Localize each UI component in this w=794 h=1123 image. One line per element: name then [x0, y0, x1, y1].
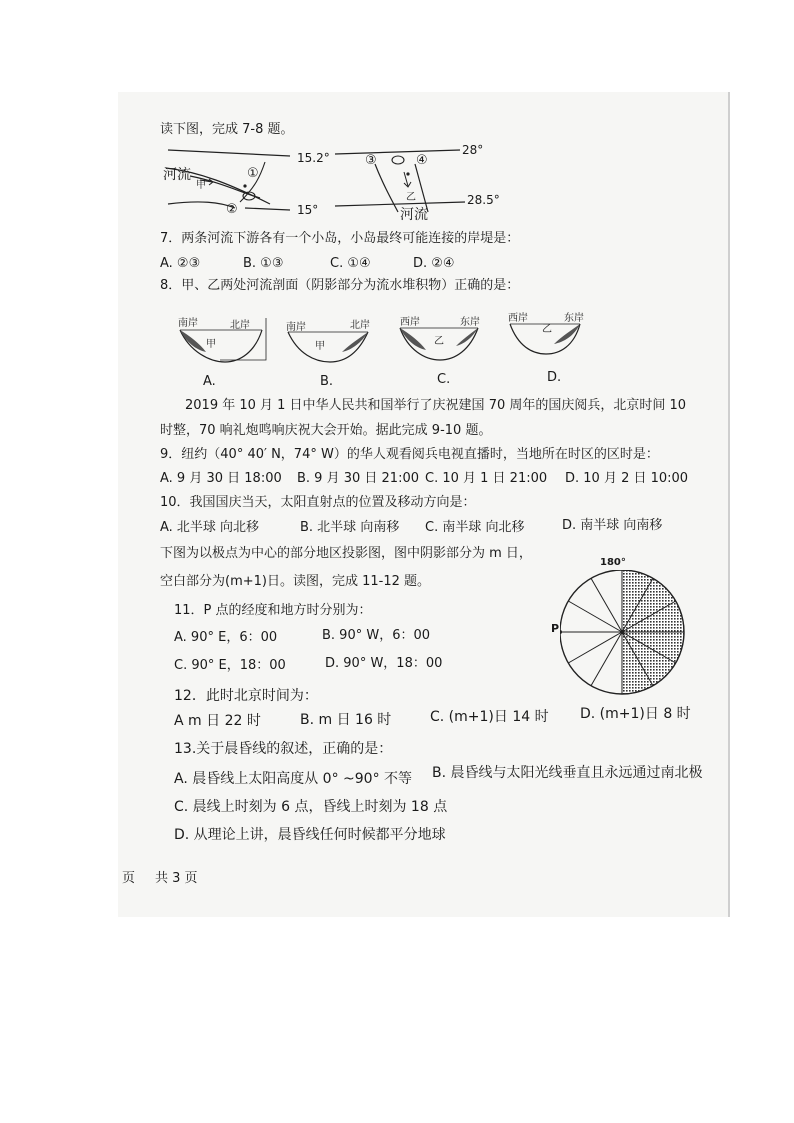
footer-page: 页 — [122, 871, 136, 886]
right-lat-top: 28° — [462, 143, 484, 157]
polar-p-label: P — [551, 622, 560, 635]
q12-option-a: A m 日 22 时 — [174, 713, 261, 729]
intro-11-12-line2: 空白部分为(m+1)日。读图，完成 11-12 题。 — [160, 574, 431, 589]
q12-option-c: C. (m+1)日 14 时 — [430, 709, 549, 725]
intro-7-8: 读下图，完成 7-8 题。 — [160, 122, 294, 137]
q9-option-a: A. 9 月 30 日 18:00 — [160, 471, 282, 486]
q8-option-d: D. — [547, 370, 562, 385]
profile-c-mark: 乙 — [434, 336, 444, 347]
left-lat-top: 15.2° — [297, 151, 330, 165]
q12-option-d: D. (m+1)日 8 时 — [580, 706, 691, 722]
footer-total: 共 3 页 — [155, 871, 198, 886]
q8-option-a: A. — [203, 374, 216, 389]
intro-9-10-line1: 2019 年 10 月 1 日中华人民共和国举行了庆祝建国 70 周年的国庆阅兵，北京时间 10 — [185, 398, 687, 413]
river-figure — [160, 142, 510, 224]
q10-option-a: A. 北半球 向北移 — [160, 520, 260, 535]
q13-option-c: C. 晨线上时刻为 6 点，昏线上时刻为 18 点 — [174, 799, 448, 815]
q8-option-b: B. — [320, 374, 334, 389]
q12-option-b: B. m 日 16 时 — [300, 712, 392, 728]
q7-option-b: B. ①③ — [243, 256, 284, 271]
q10-option-b: B. 北半球 向南移 — [300, 520, 400, 535]
q11-option-c: C. 90° E，18：00 — [174, 658, 286, 673]
polar-top-label: 180° — [600, 557, 626, 568]
profile-d-mark: 乙 — [542, 324, 552, 335]
q13-option-b: B. 晨昏线与太阳光线垂直且永远通过南北极 — [432, 765, 703, 781]
q10-stem: 10．我国国庆当天，太阳直射点的位置及移动方向是： — [160, 495, 476, 510]
intro-11-12-line1: 下图为以极点为中心的部分地区投影图，图中阴影部分为 m 日， — [160, 546, 532, 561]
profile-b-right: 北岸 — [350, 320, 370, 331]
right-river-label: 河流 — [400, 207, 428, 223]
profile-a-left: 南岸 — [178, 318, 198, 329]
q10-option-c: C. 南半球 向北移 — [425, 520, 525, 535]
q11-option-d: D. 90° W，18：00 — [325, 656, 443, 671]
q11-option-a: A. 90° E，6：00 — [174, 630, 278, 645]
profile-c-left: 西岸 — [400, 317, 420, 328]
polar-diagram — [560, 558, 690, 698]
q9-option-c: C. 10 月 1 日 21:00 — [425, 471, 548, 486]
left-bank-2: ② — [226, 202, 238, 217]
left-lat-bottom: 15° — [297, 203, 319, 217]
q9-option-b: B. 9 月 30 日 21:00 — [297, 471, 419, 486]
q9-option-d: D. 10 月 2 日 10:00 — [565, 471, 689, 486]
right-bank-3: ③ — [365, 153, 377, 168]
right-bank-4: ④ — [416, 153, 428, 168]
right-lat-bottom: 28.5° — [467, 193, 500, 207]
profile-b-mark: 甲 — [315, 341, 325, 352]
q12-stem: 12．此时北京时间为： — [174, 688, 318, 704]
right-point-label: 乙 — [406, 192, 416, 203]
left-bank-1: ① — [247, 166, 259, 181]
profile-a-right: 北岸 — [230, 320, 250, 331]
profile-b-left: 南岸 — [286, 322, 306, 333]
q7-stem: 7．两条河流下游各有一个小岛，小岛最终可能连接的岸堤是： — [160, 231, 520, 246]
profile-d-left: 西岸 — [508, 313, 528, 324]
q13-option-d: D. 从理论上讲，晨昏线任何时候都平分地球 — [174, 827, 446, 843]
profile-d-right: 东岸 — [564, 313, 584, 324]
profile-a-mark: 甲 — [206, 339, 216, 350]
q10-option-d: D. 南半球 向南移 — [562, 518, 663, 533]
sheet-edge — [728, 92, 730, 917]
q8-stem: 8．甲、乙两处河流剖面（阴影部分为流水堆积物）正确的是： — [160, 278, 520, 293]
q7-option-d: D. ②④ — [413, 256, 455, 271]
profile-c-right: 东岸 — [460, 317, 480, 328]
q11-stem: 11．P 点的经度和地方时分别为： — [174, 603, 372, 618]
q13-stem: 13.关于晨昏线的叙述，正确的是： — [174, 741, 393, 757]
q8-option-c: C. — [437, 372, 451, 387]
q13-option-a: A. 晨昏线上太阳高度从 0° ~90° 不等 — [174, 771, 413, 787]
left-point-label: 甲 — [196, 180, 206, 191]
q9-stem: 9．纽约（40° 40′ N，74° W）的华人观看阅兵电视直播时，当地所在时区的区时是： — [160, 447, 659, 462]
q11-option-b: B. 90° W，6：00 — [322, 628, 431, 643]
profile-b — [288, 332, 368, 362]
q7-option-c: C. ①④ — [330, 256, 371, 271]
right-river-diagram — [335, 150, 465, 212]
intro-9-10-line2: 时整，70 响礼炮鸣响庆祝大会开始。据此完成 9-10 题。 — [160, 423, 492, 438]
q7-option-a: A. ②③ — [160, 256, 201, 271]
left-river-label: 河流 — [163, 167, 191, 183]
